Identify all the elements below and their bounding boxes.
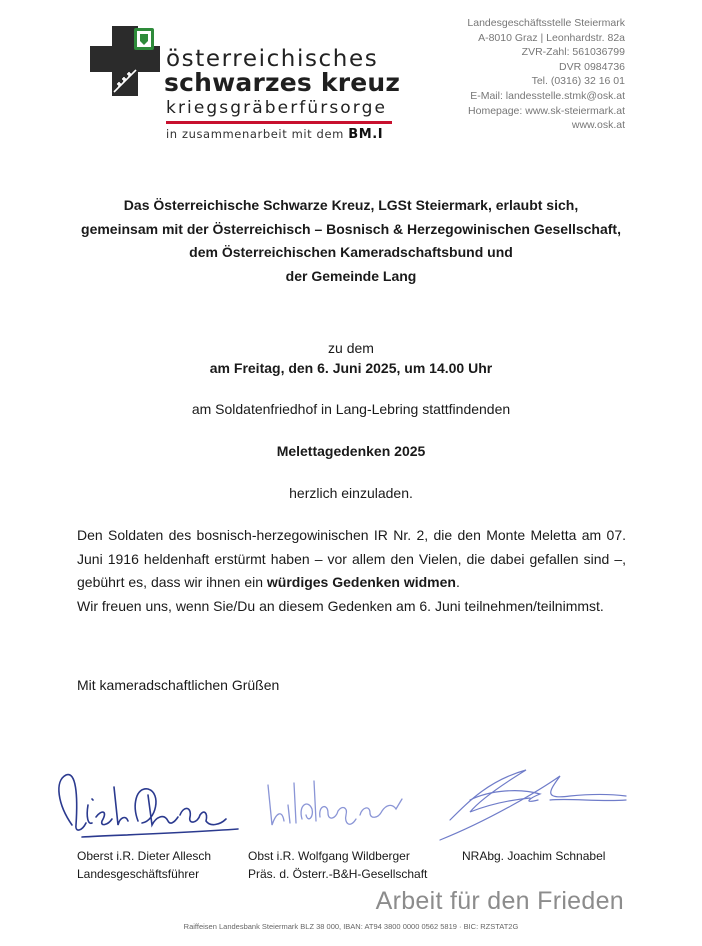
- event-title: Melettagedenken 2025: [276, 443, 426, 459]
- signature-wildberger: [262, 775, 412, 835]
- intro-line: Das Österreichische Schwarze Kreuz, LGSt Steiermark, erlaubt sich,: [123, 197, 579, 213]
- contact-info: [467, 16, 625, 133]
- signer-wildberger: [248, 847, 427, 883]
- contact-line: DVR 0984736: [559, 60, 625, 73]
- signer-name: Obst i.R. Wolfgang Wildberger: [248, 849, 410, 863]
- contact-line: Landesgeschäftsstelle Steiermark: [467, 17, 625, 29]
- logo-line4: in zusammenarbeit mit dem BM.I: [166, 127, 384, 142]
- contact-line: ZVR-Zahl: 561036799: [521, 46, 625, 59]
- signer-schnabel: [462, 847, 605, 865]
- black-cross-icon: [90, 26, 160, 96]
- event-place: am Soldatenfriedhof in Lang-Lebring stattfindenden: [191, 401, 511, 417]
- contact-line: A-8010 Graz | Leonhardstr. 82a: [478, 31, 625, 44]
- contact-line: Tel. (0316) 32 16 01: [531, 75, 625, 88]
- signer-title: Präs. d. Österr.-B&H-Gesellschaft: [248, 867, 428, 881]
- greeting: Mit kameradschaftlichen Grüßen: [77, 677, 280, 693]
- bank-details: Raiffeisen Landesbank Steiermark BLZ 38 000, IBAN: AT94 3800 0000 0562 5819 · BIC: RZSTAT2G: [183, 922, 519, 931]
- invitation-intro: [0, 194, 702, 288]
- zu-dem-text: zu dem: [328, 340, 374, 356]
- intro-line: gemeinsam mit der Österreichisch – Bosnisch & Herzegowinischen Gesellschaft,: [81, 220, 621, 237]
- signer-title: Landesgeschäftsführer: [77, 867, 200, 881]
- signer-allesch: [77, 847, 211, 883]
- emphasis-text: würdiges Gedenken widmen: [266, 574, 456, 590]
- contact-website[interactable]: www.osk.at: [571, 119, 625, 132]
- body-paragraph-line2: Wir freuen uns, wenn Sie/Du an diesem Gedenken am 6. Juni teilnehmen/teilnimmst.: [77, 597, 604, 614]
- logo-line2: schwarzes kreuz: [164, 68, 401, 97]
- logo-line3: kriegsgräberfürsorge: [166, 98, 388, 118]
- signer-name: NRAbg. Joachim Schnabel: [462, 849, 606, 863]
- invite-text: herzlich einzuladen.: [289, 485, 413, 501]
- body-paragraph: Den Soldaten des bosnisch-herzegowinischen IR Nr. 2, die den Monte Meletta am 07. Juni 1916 heldenhaft erstürmt haben – vor allem den Vielen, die dabei gefallen sind –, gebührt es, dass wir ihnen ein würdiges Gedenken widmen. Wir freuen uns, wenn Sie/Du an diesem Gedenken am 6. Juni teilnehmen/teilnimmst.: [77, 524, 626, 618]
- logo-line1: österreichisches: [166, 46, 379, 72]
- intro-line: dem Österreichischen Kameradschaftsbund und: [189, 244, 513, 260]
- intro-line: der Gemeinde Lang: [285, 267, 417, 284]
- event-date: am Freitag, den 6. Juni 2025, um 14.00 Uhr: [209, 360, 493, 376]
- signer-name: Oberst i.R. Dieter Allesch: [77, 849, 212, 863]
- contact-homepage[interactable]: Homepage: www.sk-steiermark.at: [468, 104, 625, 117]
- organization-logo: [90, 24, 410, 144]
- signature-allesch: [52, 765, 242, 845]
- signature-schnabel: [430, 760, 630, 845]
- motto-text: Arbeit für den Frieden: [375, 887, 624, 915]
- contact-email[interactable]: E-Mail: landesstelle.stmk@osk.at: [470, 89, 625, 102]
- logo-red-rule: [166, 121, 392, 124]
